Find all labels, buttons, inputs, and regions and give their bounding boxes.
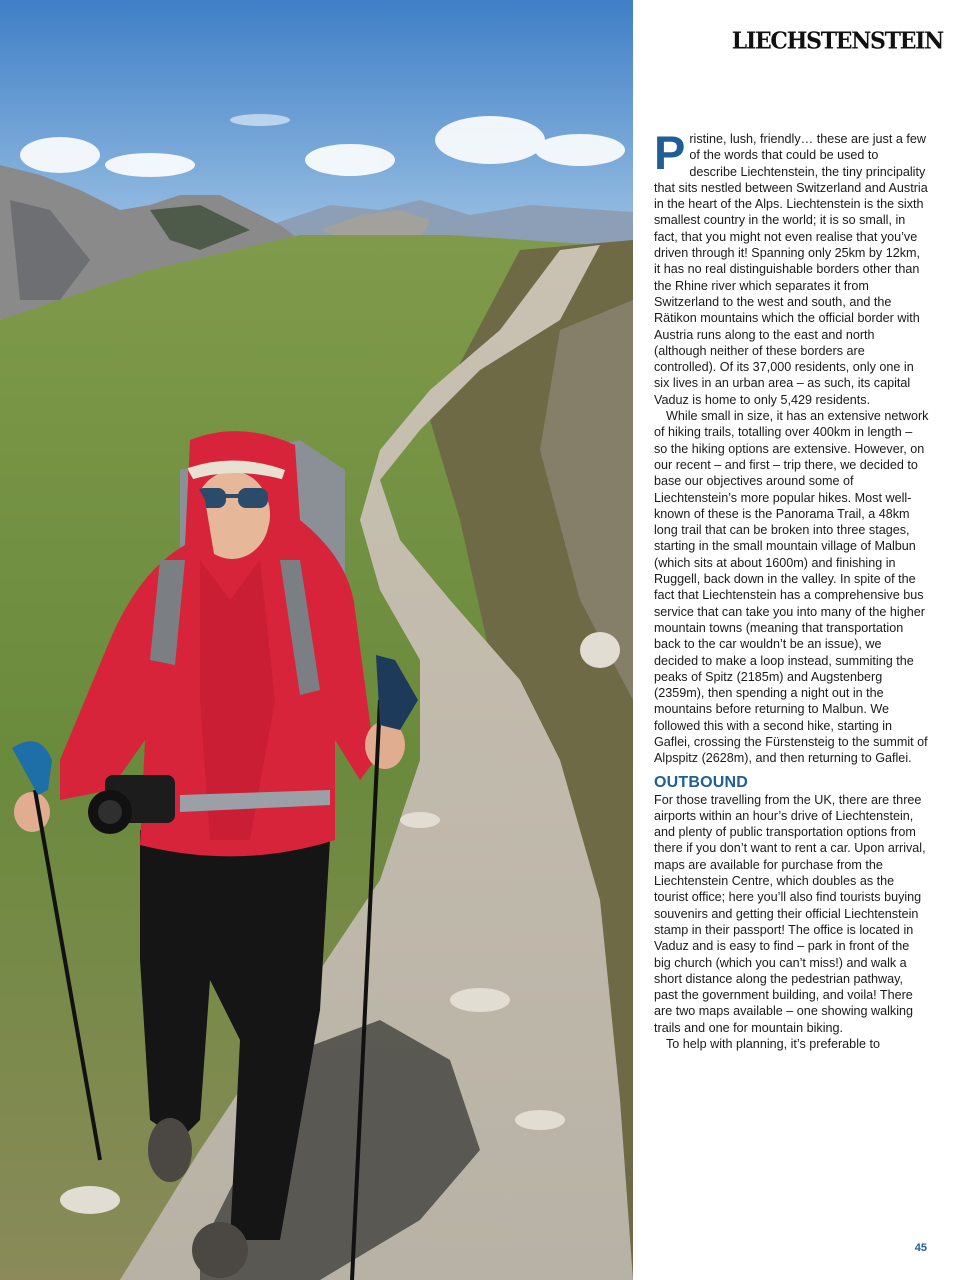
article-paragraph: While small in size, it has an extensive network of hiking trails, totalling over 400km in length – so the hiking options are extensive. However, on our recent – and first – trip there, we decided to base our objectives around some of Liechtenstein’s more popular hikes. Most well-known of these is the Panorama Trail, a 48km long trail that can be broken into three stages, starting in the small mountain village of Malbun (which sits at about 1600m) and finishing in Ruggell, back down in the valley. In spite of the fact that Liechtenstein has a comprehensive bus service that can take you into many of the higher mountain towns (meaning that transportation back to the car wouldn’t be an issue), we decided to make a loop instead, summiting the peaks of Spitz (2185m) and Augstenberg (2359m), then spending a night out in the mountains before returning to Malbun. We followed this with a second hike, starting in Gaflei, crossing the Fürstensteig to the summit of Alpspitz (2628m), and then returning to Gaflei. [654, 409, 929, 766]
article-paragraph: To help with planning, it’s preferable to [666, 1037, 880, 1052]
article-paragraph: For those travelling from the UK, there are three airports within an hour’s drive of Liechtenstein, and plenty of public transportation options from there if you don’t want to rent a car. Upon arrival, maps are available for purchase from the Liechtenstein Centre, which doubles as the tourist office; here you’ll also find tourists buying souvenirs and getting their official Liechtenstein stamp in their passport! The office is located in Vaduz and is easy to find – park in front of the big church (which you can’t miss!) and walk a short distance along the pedestrian pathway, past the government building, and voila! There are two maps available – one showing walking trails and one for mountain biking. [654, 792, 926, 1035]
paragraph-intro-text: ristine, lush, friendly… these are just a few of the words that could be used to describe Liechtenstein, the tiny principality that sits nestled between Switzerland and Austria in the heart of the Alps. Liechtenstein is the sixth smallest country in the world; it is so small, in fact, that you might not even realise that you’ve driven through it! Spanning only 25km by 12km, it has no real distinguishable borders other than the Rhine river which separates it from Switzerland to the west and south, and the Rätikon mountains which the official border with Austria runs along to the east and north (although neither of these borders are controlled). Of its 37,000 residents, only one in six lives in an urban area – as such, its capital Vaduz is home to only 5,429 residents. [654, 132, 928, 407]
article-column [654, 126, 929, 1052]
drop-cap: P [654, 126, 686, 179]
subheading-outbound: OUTBOUND [654, 773, 749, 791]
article-paragraph [654, 126, 929, 408]
section-title: LIECHSTENSTEIN [731, 26, 943, 56]
page-number: 45 [914, 1242, 927, 1254]
